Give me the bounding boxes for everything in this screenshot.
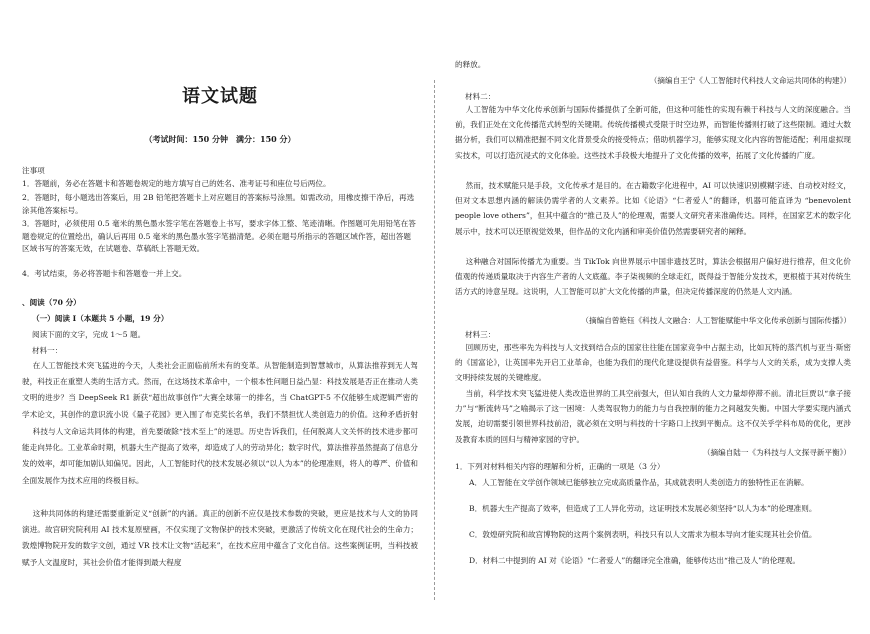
source-2: （摘编自曾艳钰《科技人文融合：人工智能赋能中华文化传承创新与国际传播》） [581,316,851,325]
notice-item-2: 2．答题时，每小题选出答案后，用 2B 铅笔把答题卡上对应题目的答案标号涂黑。如需改动，用橡皮擦干净后，再选涂其他答案标号。 [22,193,415,215]
question-1-option-b[interactable]: B．机器大生产提高了效率，但造成了工人异化劳动，这证明技术发展必须坚持“以人为本”的伦理准则。 [469,504,817,513]
material-1-paragraph-2: 科技与人文命运共同体的构建，首先要破除“技术至上”的迷思。历史告诉我们，任何脱离人文关怀的技术进步都可能走向异化。工业革命时期，机器大生产提高了效率，却造成了人的劳动异化；数字时代，算法推荐虽然提高了信息分发的效率，却可能加剧认知偏见。因此，人工智能时代的技术发展必须以“以人为本”的伦理准则，将人的尊严、价值和全面发展作为技术应用的终极目标。 [22,427,418,485]
page-2 [435,0,870,634]
notice-item-4: 4．考试结束，务必将答题卡和答题卷一并上交。 [22,269,187,278]
question-1: 1．下列对材料相关内容的理解和分析，正确的一项是（3 分） [455,462,665,471]
continuation-text: 的释放。 [455,60,486,69]
material-1-paragraph-1: 在人工智能技术突飞猛进的今天，人类社会正面临前所未有的变革。从智能制造到智慧城市，从算法推荐到无人驾驶，科技正在重塑人类的生活方式。然而，在这场技术革命中，一个根本性问题日益凸显：科技发展是否正在推动人类文明的进步？当 DeepSeek R1 新获“超出故事创作”大赛全球第一的排名，当 ChatGPT-5 不仅能够生成逻辑严密的学术论文，其创作的意识流小说《量子花园》更入围了布克奖长名单，我们不禁担忧人类创造力的价值。这种矛盾折射 [22,361,418,419]
notice-heading: 注事项 [22,166,45,175]
reading-instruction: 阅读下面的文字，完成 1～5 题。 [32,330,146,339]
material-2-paragraph-3: 这种融合对国际传播尤为重要。当 TikTok 向世界展示中国非遗技艺时，算法会根据用户偏好进行推荐，但文化价值观的传递质量取决于内容生产者的人文底蕴。李子柒视频的全球走红，既得益于智能分发技术，更根植于其对传统生活方式的诗意呈现。这说明，人工智能可以扩大文化传播的声量，但决定传播深度的仍然是人文内涵。 [455,257,851,297]
question-1-option-a[interactable]: A．人工智能在文学创作领域已能够独立完成高质量作品，其成就表明人类创造力的独特性正在消解。 [469,478,809,487]
material-2-label: 材料二： [465,92,496,101]
notice-item-1: 1．答题前，务必在答题卡和答题卷规定的地方填写自己的姓名、准考证号和座位号后两位。 [22,179,331,188]
material-1-label: 材料一： [32,346,63,355]
question-1-option-c[interactable]: C．敦煌研究院和故宫博物院的这两个案例表明，科技只有以人文需求为根本导向才能实现其社会价值。 [469,530,817,539]
material-2-paragraph-2: 然而，技术赋能只是手段，文化传承才是目的。在古籍数字化进程中，AI 可以快速识别模糊字迹、自动校对经文，但对文本思想内涵的解读仍需学者的人文素养。比如《论语》“仁者爱人”的翻译，机器可能直译为 “benevolent people love others”，但其中蕴含的“推己及人”的伦理观，需要人文研究者来准确传达。同样，在国家艺术的数字化展示中，技术可以还原视觉效果，但作品的文化内涵和审美价值仍然需要研究者的阐释。 [455,181,851,236]
question-1-option-d[interactable]: D．材料二中提到的 AI 对《论语》“仁者爱人”的翻译完全准确，能够传达出“推己及人”的伦理观。 [469,556,801,565]
page-title: 语文试题 [182,86,258,107]
source-1: （摘编自王宁《人工智能时代科技人文命运共同体的构建》） [649,76,851,85]
material-3-paragraph-1: 回顾历史，那些率先为科技与人文找到结合点的国家往往能在国家竞争中占据主动，比如瓦特的蒸汽机与亚当·斯密的《国富论》，让英国率先开启工业革命，也能为我们的现代化建设提供有益借鉴。科学与人文的关系，成为支撑人类文明持续发展的关键维度。 [455,343,851,383]
exam-info: （考试时间：150 分钟 满分：150 分） [144,134,296,144]
material-3-paragraph-2: 当前，科学技术突飞猛进使人类改造世界的工具空前强大，但认知自我的人文力量却停滞不前。清北巨贾以“拿子接力”与“断流转马”之喻揭示了这一困境：人类驾驭物力的能力与自我控制的能力之间越发失衡。中国大学要实现内涵式发展，迫切需要引领世界科技前沿，就必须在文明与科技的十字路口上找到平衡点。这不仅关乎学科布局的优化，更涉及教育本质的回归与精神家园的守护。 [455,389,851,444]
sub-section-title: （一）阅读 I（本题共 5 小题，19 分） [32,314,169,323]
section-title: 、阅读（70 分） [22,298,81,307]
material-3-label: 材料三： [465,330,496,339]
source-3: （摘编自陆一《为科技与人文探寻新平衡》） [702,448,851,457]
material-1-paragraph-3: 这种共同体的构建还需要重新定义“创新”的内涵。真正的创新不应仅是技术参数的突破，更应是技术与人文的协同演进。故宫研究院利用 AI 技术复原壁画，不仅实现了文物保护的技术突破，更激活了传统文化在现代社会的生命力；敦煌博物院开发的数字文创，通过 VR 技术让文物“活起来”，在技术应用中蕴含了文化自信。这些案例证明，当科技被赋予人文温度时，其社会价值才能得到最大程度 [22,509,418,567]
material-2-paragraph-1: 人工智能为中华文化传承创新与国际传播提供了全新可能，但这种可能性的实现有赖于科技与人文的深度融合。当前，我们正处在文化传播范式转型的关键期。传统传播模式受限于时空边界，而智能传播则打破了这些限制。通过大数据分析，我们可以精准把握不同文化背景受众的接受特点；借助机器学习，能够实现文化内容的智能适配；利用虚拟现实技术，可以打造沉浸式的文化体验。这些技术手段极大地提升了文化传播的效率，拓展了文化传播的广度。 [455,105,851,160]
notice-item-3: 3．答题时，必须使用 0.5 毫米的黑色墨水签字笔在答题卷上书写，要求字体工整、笔迹清晰。作图题可先用铅笔在答题卷规定的位置绘出，确认后再用 0.5 毫米的黑色墨水签字笔描清楚。必须在题号所指示的答题区域作答，超出答题区域书写的答案无效，在试题卷、草稿纸上答题无效。 [22,219,416,254]
